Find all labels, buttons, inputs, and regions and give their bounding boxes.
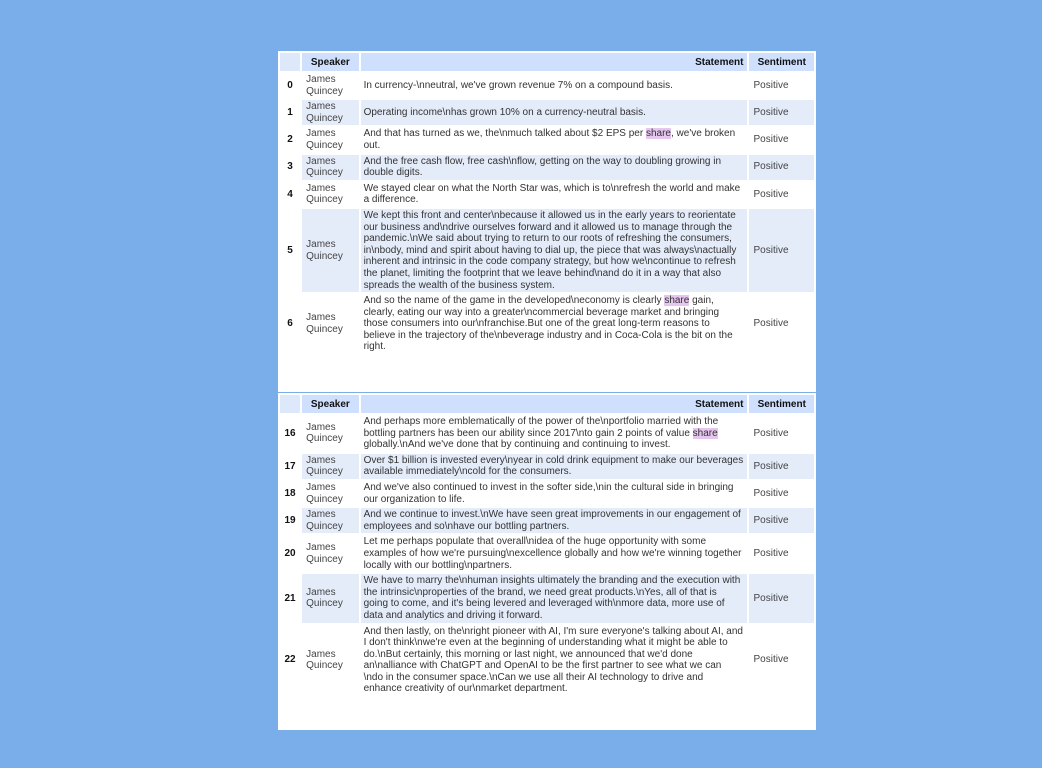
table-row [280,535,814,572]
statement-column-header[interactable]: Statement [361,395,748,413]
index-column-header [280,53,300,71]
table-row [280,415,814,452]
sentiment-cell: Positive [753,487,789,499]
statement-cell: We kept this front and center\nbecause it allowed us in the early years to reorientate our business and\ndrive ourselves forward and it allowed us to manage through the pandemic.\nWe said about trying to return to our roots of refreshing the consumers, in\nbody, mind and spirit about having to dial up, the piece that was always\nactually inherent and intrinsic in the code company strategy, but how we\ncontinue to refresh the planet, limiting the footprint that we leave behind\nand do it in a way that also spreads the wealth of the business system. [361,209,748,292]
table-row [280,481,814,506]
table-body [280,415,814,696]
sentiment-cell: Positive [749,100,814,125]
statement-cell: Operating income\nhas grown 10% on a currency-neutral basis. [361,100,748,125]
row-index: 5 [280,209,300,292]
row-index: 6 [280,294,300,354]
sentiment-cell: Positive [749,209,814,292]
statement-cell: And so the name of the game in the developed\neconomy is clearly share gain, clearly, eating our way into a greater\ncommercial beverage market and bringing those consumers into our\nfranchise.But one of the great long-term reasons to believe in the trajectory of the\nbeverage industry and in Coca-Cola is the bit on the right. [363,295,733,353]
row-index: 22 [280,625,300,697]
speaker-cell: James Quincey [302,574,358,622]
index-column-header [280,395,300,413]
speaker-cell: James Quincey [306,481,343,505]
table-row [280,209,814,292]
speaker-cell: James Quincey [306,128,343,151]
speaker-column-header[interactable]: Speaker [302,53,358,71]
statement-cell: And the free cash flow, free cash\nflow, getting on the way to doubling growing in double digits. [361,155,748,180]
statement-cell: And we've also continued to invest in the softer side,\nin the cultural side in bringing our organization to life. [363,481,734,505]
row-index: 19 [280,508,300,533]
statement-cell: We have to marry the\nhuman insights ultimately the branding and the execution with the intrinsic\nproperties of the brand, we need great products.\nYes, all of that is going to come, and it's being levered and leveraged with\nmore data, more use of data and analytics and driving it forward. [361,574,748,622]
table-row [280,155,814,180]
row-index: 0 [280,73,300,98]
table-row [280,508,814,533]
sentiment-cell: Positive [753,134,789,146]
highlighted-term: share [692,427,718,439]
speaker-cell: James Quincey [302,100,358,125]
table-row [280,454,814,479]
sentiment-cell: Positive [753,654,789,666]
sentiment-column-header[interactable]: Sentiment [749,395,814,413]
statement-cell: And then lastly, on the\nright pioneer with AI, I'm sure everyone's talking about AI, and I don't think\nwe're even at the beginning of understanding what it might be able to do.\nBut certainly, this morning or last night, we announced that we'd done an\nalliance with ChatGPT and OpenAI to be the first partner to see what we can \ndo in the consumer space.\nCan we use all their AI technology to drive and enhance creativity of our\nmarket department. [363,625,743,695]
row-index: 16 [280,415,300,452]
row-index: 3 [280,155,300,180]
table-body [280,73,814,354]
speaker-cell: James Quincey [306,421,343,445]
sentiment-cell: Positive [753,427,789,439]
speaker-cell: James Quincey [302,508,358,533]
table-row [280,625,814,697]
speaker-cell: James Quincey [306,312,343,336]
speaker-cell: James Quincey [302,454,358,479]
table-header-row [280,395,814,413]
highlighted-term: share [645,128,671,140]
transcript-table-panel-1 [278,51,816,392]
row-index: 18 [280,481,300,506]
table-row [280,294,814,354]
row-index: 20 [280,535,300,572]
row-index: 2 [280,127,300,152]
table-row [280,100,814,125]
table-row [280,574,814,622]
speaker-cell: James Quincey [302,209,358,292]
sentiment-cell: Positive [749,508,814,533]
table-row [280,127,814,152]
statement-cell: And perhaps more emblematically of the power of the\nportfolio married with the bottling partners has been our ability since 2017\nto gain 2 points of value share globally.\nAnd we've done that by continuing and continuing to invest. [363,416,719,451]
sentiment-cell: Positive [749,454,814,479]
row-index: 1 [280,100,300,125]
speaker-cell: James Quincey [306,182,343,206]
sentiment-cell: Positive [753,79,789,91]
transcript-table-panel-2 [278,393,816,730]
speaker-column-header[interactable]: Speaker [302,395,358,413]
speaker-cell: James Quincey [306,648,343,672]
statement-cell: In currency-\nneutral, we've grown revenue 7% on a compound basis. [363,79,673,91]
sentiment-cell: Positive [749,574,814,622]
speaker-cell: James Quincey [306,542,343,565]
sentiment-table [278,51,816,356]
row-index: 4 [280,182,300,207]
statement-cell: Let me perhaps populate that overall\nidea of the huge opportunity with some examples of how we're pursuing\nexcellence globally and how we're winning together locally with our bottling\npartners. [363,536,742,571]
sentiment-cell: Positive [753,318,789,330]
sentiment-cell: Positive [749,155,814,180]
table-header-row [280,53,814,71]
row-index: 21 [280,574,300,622]
sentiment-column-header[interactable]: Sentiment [749,53,814,71]
statement-cell: We stayed clear on what the North Star was, which is to\nrefresh the world and make a difference. [363,182,741,206]
statement-column-header[interactable]: Statement [361,53,748,71]
statement-cell: And that has turned as we, the\nmuch talked about $2 EPS per share, we've broken out. [363,128,736,151]
statement-cell: And we continue to invest.\nWe have seen great improvements in our engagement of employees and so\nhave our bottling partners. [361,508,748,533]
table-row [280,73,814,98]
sentiment-cell: Positive [753,188,789,200]
table-row [280,182,814,207]
statement-cell: Over $1 billion is invested every\nyear in cold drink equipment to make our beverages available immediately\ncold for the consumers. [361,454,748,479]
row-index: 17 [280,454,300,479]
sentiment-table [278,393,816,698]
highlighted-term: share [664,295,690,307]
speaker-cell: James Quincey [302,155,358,180]
speaker-cell: James Quincey [306,74,343,97]
sentiment-cell: Positive [753,547,789,559]
